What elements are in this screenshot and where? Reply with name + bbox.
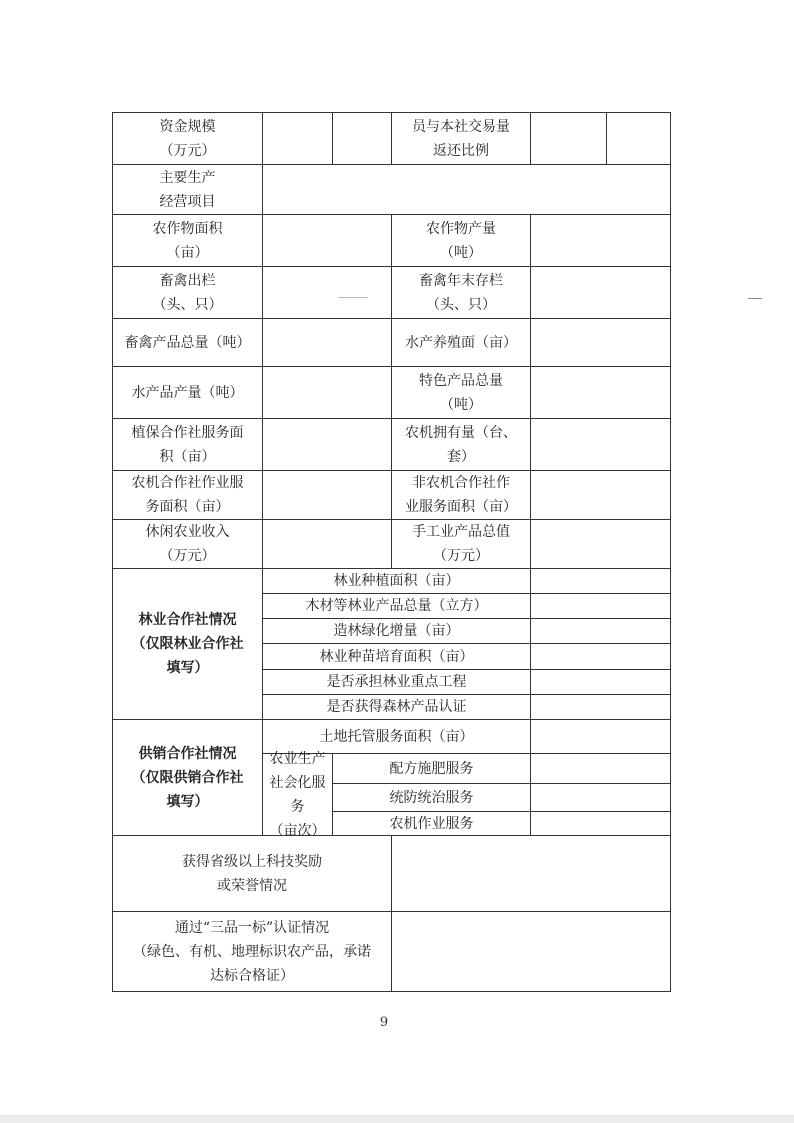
machinery-owned-value[interactable]: [530, 418, 671, 470]
social-service-label: 农业生产 社会化服务 （亩次）: [262, 753, 332, 835]
service-item-label: 农机作业服务: [332, 811, 530, 835]
page-number: 9: [379, 1015, 389, 1030]
forestry-item-value[interactable]: [530, 643, 671, 669]
capital-scale-value-2[interactable]: [332, 112, 391, 164]
main-business-value[interactable]: [262, 164, 671, 214]
crop-output-label: 农作物产量 （吨）: [391, 214, 530, 266]
capital-scale-value-1[interactable]: [262, 112, 332, 164]
aquatic-output-label: 水产品产量（吨）: [112, 366, 262, 418]
forestry-item-value[interactable]: [530, 618, 671, 643]
specialty-products-label: 特色产品总量 （吨）: [391, 366, 530, 418]
scan-mark: [748, 298, 762, 299]
aquaculture-area-value[interactable]: [530, 318, 671, 366]
livestock-stock-value[interactable]: [530, 266, 671, 318]
forestry-item-label: 林业种苗培育面积（亩）: [262, 643, 530, 669]
aquatic-output-value[interactable]: [262, 366, 391, 418]
machinery-owned-label: 农机拥有量（台、 套）: [391, 418, 530, 470]
machinery-coop-area-value[interactable]: [262, 470, 391, 519]
scan-mark: [338, 297, 368, 298]
main-business-label: 主要生产 经营项目: [112, 164, 262, 214]
aquaculture-area-label: 水产养殖面（亩）: [391, 318, 530, 366]
livestock-slaughter-label: 畜禽出栏 （头、只）: [112, 266, 262, 318]
handicraft-value-label: 手工业产品总值 （万元）: [391, 519, 530, 568]
certification-value[interactable]: [391, 911, 671, 992]
crop-output-value[interactable]: [530, 214, 671, 266]
leisure-income-label: 休闲农业收入 （万元）: [112, 519, 262, 568]
forestry-coop-header: 林业合作社情况 （仅限林业合作社 填写）: [112, 568, 262, 719]
forestry-item-value[interactable]: [530, 568, 671, 593]
awards-value[interactable]: [391, 835, 671, 911]
service-item-label: 配方施肥服务: [332, 753, 530, 783]
machinery-coop-area-label: 农机合作社作业服 务面积（亩）: [112, 470, 262, 519]
forestry-item-label: 造林绿化增量（亩）: [262, 618, 530, 643]
forestry-item-label: 是否承担林业重点工程: [262, 669, 530, 694]
livestock-products-label: 畜禽产品总量（吨）: [112, 318, 262, 366]
member-transaction-return-label: 员与本社交易量 返还比例: [391, 112, 530, 164]
certification-label: 通过“三品一标”认证情况 （绿色、有机、地理标识农产品，承诺 达标合格证）: [112, 911, 391, 992]
forestry-item-value[interactable]: [530, 694, 671, 719]
leisure-income-value[interactable]: [262, 519, 391, 568]
forestry-item-value[interactable]: [530, 669, 671, 694]
service-item-value[interactable]: [530, 811, 671, 835]
crop-area-label: 农作物面积 （亩）: [112, 214, 262, 266]
land-trust-value[interactable]: [530, 719, 671, 753]
service-item-value[interactable]: [530, 753, 671, 783]
crop-area-value[interactable]: [262, 214, 391, 266]
specialty-products-value[interactable]: [530, 366, 671, 418]
non-machinery-coop-area-value[interactable]: [530, 470, 671, 519]
plant-protection-area-value[interactable]: [262, 418, 391, 470]
forestry-item-value[interactable]: [530, 593, 671, 618]
supply-coop-header: 供销合作社情况 （仅限供销合作社 填写）: [112, 719, 262, 835]
member-transaction-return-value-1[interactable]: [530, 112, 606, 164]
livestock-slaughter-value[interactable]: [262, 266, 391, 318]
scan-edge: [0, 1115, 794, 1123]
handicraft-value-value[interactable]: [530, 519, 671, 568]
forestry-item-label: 林业种植面积（亩）: [262, 568, 530, 593]
livestock-stock-label: 畜禽年末存栏 （头、只）: [391, 266, 530, 318]
livestock-products-value[interactable]: [262, 318, 391, 366]
capital-scale-label: 资金规模 （万元）: [112, 112, 262, 164]
forestry-item-label: 木材等林业产品总量（立方）: [262, 593, 530, 618]
plant-protection-area-label: 植保合作社服务面 积（亩）: [112, 418, 262, 470]
awards-label: 获得省级以上科技奖励 或荣誉情况: [112, 835, 391, 911]
land-trust-label: 土地托管服务面积（亩）: [262, 719, 530, 753]
service-item-label: 统防统治服务: [332, 783, 530, 811]
service-item-value[interactable]: [530, 783, 671, 811]
non-machinery-coop-area-label: 非农机合作社作 业服务面积（亩）: [391, 470, 530, 519]
forestry-item-label: 是否获得森林产品认证: [262, 694, 530, 719]
member-transaction-return-value-2[interactable]: [606, 112, 671, 164]
